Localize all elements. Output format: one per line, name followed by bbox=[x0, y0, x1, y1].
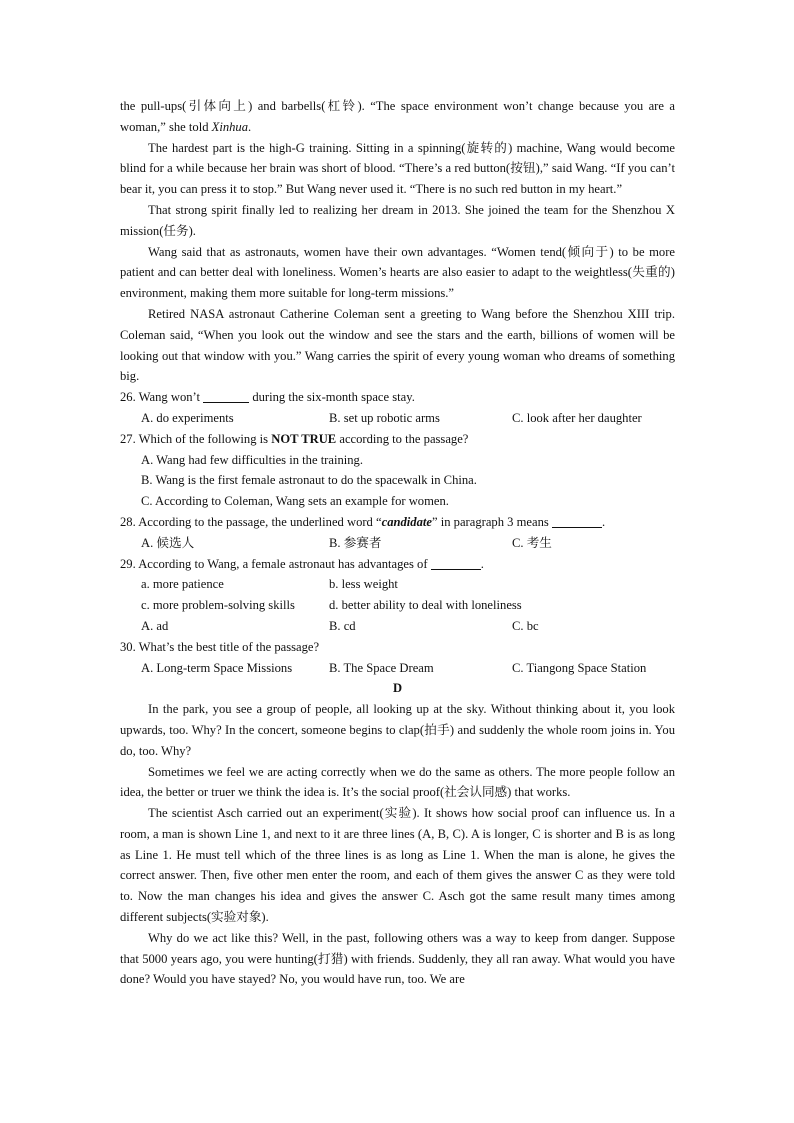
passage-c-paragraph-0: the pull-ups(引体向上) and barbells(杠铃). “The space environment won’t change because you are a woman,” she told Xinhua. bbox=[120, 99, 675, 134]
option-a: A. Wang had few difficulties in the training. bbox=[141, 452, 364, 467]
passage-c-paragraph-3: Wang said that as astronauts, women have their own advantages. “Women tend(倾向于) to be more patient and can better deal with loneliness. Women’s hearts are also easier to adapt to the weightless(失重的) environment, making them more suitable for long-term missions.” bbox=[120, 244, 675, 301]
option-b: B. Wang is the first female astronaut to do the spacewalk in China. bbox=[141, 473, 477, 488]
option-b: B. The Space Dream bbox=[329, 660, 434, 675]
option-c: C. Tiangong Space Station bbox=[512, 660, 647, 675]
question-29-choices-row-2 bbox=[120, 595, 675, 616]
passage-c-paragraph-2: That strong spirit finally led to realizing her dream in 2013. She joined the team for the Shenzhou X mission(任务). bbox=[120, 202, 675, 238]
passage-d-paragraph-3: The scientist Asch carried out an experiment(实验). It shows how social proof can influence us. In a room, a man is shown Line 1, and next to it are three lines (A, B, C). A is longer, C is shorter and B is as long as Line 1. He must tell which of the three lines is as long as Line 1. When the man is alone, he gives the correct answer. Then, five other men enter the room, and each of them gives the answer C as they were told to. Now the man changes his idea and gives the answer C. Asch got the same result many times among different subjects(实验对象). bbox=[120, 806, 675, 925]
emphasis-not-true: NOT TRUE bbox=[271, 431, 337, 446]
choice-c: c. more problem-solving skills bbox=[141, 598, 295, 613]
section-heading-d: D bbox=[392, 681, 403, 696]
answer-blank bbox=[552, 514, 602, 528]
question-29-stem: 29. According to Wang, a female astronaut has advantages of . bbox=[120, 556, 484, 571]
answer-blank bbox=[431, 556, 481, 570]
option-b: B. cd bbox=[329, 618, 356, 633]
choice-b: b. less weight bbox=[329, 577, 398, 592]
question-26-options bbox=[120, 408, 675, 429]
question-26-stem: 26. Wang won’t during the six-month space stay. bbox=[120, 390, 415, 405]
question-27-stem: 27. Which of the following is NOT TRUE according to the passage? bbox=[120, 431, 469, 446]
question-30-stem: 30. What’s the best title of the passage? bbox=[120, 639, 320, 654]
option-c: C. 考生 bbox=[512, 535, 552, 550]
option-a: A. 候选人 bbox=[141, 535, 195, 550]
choice-a: a. more patience bbox=[141, 577, 224, 592]
passage-d-paragraph-4: Why do we act like this? Well, in the past, following others was a way to keep from danger. Suppose that 5000 years ago, you were hunting(打猎) with friends. Suddenly, they all ran away. What would you have done? Would you have stayed? No, you would have run, too. We are bbox=[120, 930, 675, 987]
option-a: A. do experiments bbox=[141, 410, 234, 425]
option-c: C. According to Coleman, Wang sets an example for women. bbox=[141, 494, 449, 509]
document-page bbox=[120, 96, 675, 990]
passage-c-paragraph-1: The hardest part is the high-G training. Sitting in a spinning(旋转的) machine, Wang would become blind for a while because her brain was short of blood. “There’s a red button(按钮),” said Wang. “If you can’t bear it, you can press it to stop.” But Wang never used it. “There is no such red button in my heart.” bbox=[120, 140, 675, 197]
source-name: Xinhua bbox=[211, 119, 249, 134]
question-28-options bbox=[120, 533, 675, 554]
question-28-stem: 28. According to the passage, the underlined word “candidate” in paragraph 3 means . bbox=[120, 514, 606, 529]
question-30-options bbox=[120, 658, 675, 679]
answer-blank bbox=[203, 389, 249, 403]
question-29-options bbox=[120, 616, 675, 637]
option-b: B. 参赛者 bbox=[329, 535, 382, 550]
option-c: C. look after her daughter bbox=[512, 410, 642, 425]
option-c: C. bc bbox=[512, 618, 539, 633]
underlined-word: candidate bbox=[381, 514, 432, 529]
option-a: A. ad bbox=[141, 618, 169, 633]
option-b: B. set up robotic arms bbox=[329, 410, 440, 425]
option-a: A. Long-term Space Missions bbox=[141, 660, 293, 675]
question-29-choices-row-1 bbox=[120, 574, 675, 595]
choice-d: d. better ability to deal with loneliness bbox=[329, 598, 522, 613]
passage-c-paragraph-4: Retired NASA astronaut Catherine Coleman sent a greeting to Wang before the Shenzhou XIII trip. Coleman said, “When you look out the window and see the stars and the earth, billions of women will be looking out that window with you.” Wang carries the spirit of every young woman who dreams of something big. bbox=[120, 306, 675, 384]
passage-d-paragraph-2: Sometimes we feel we are acting correctly when we do the same as others. The more people follow an idea, the better or truer we think the idea is. It’s the social proof(社会认同感) that works. bbox=[120, 764, 675, 800]
passage-d-paragraph-1: In the park, you see a group of people, all looking up at the sky. Without thinking about it, you look upwards, too. Why? In the concert, someone begins to clap(拍手) and suddenly the whole room joins in. You do, too. Why? bbox=[120, 702, 675, 758]
